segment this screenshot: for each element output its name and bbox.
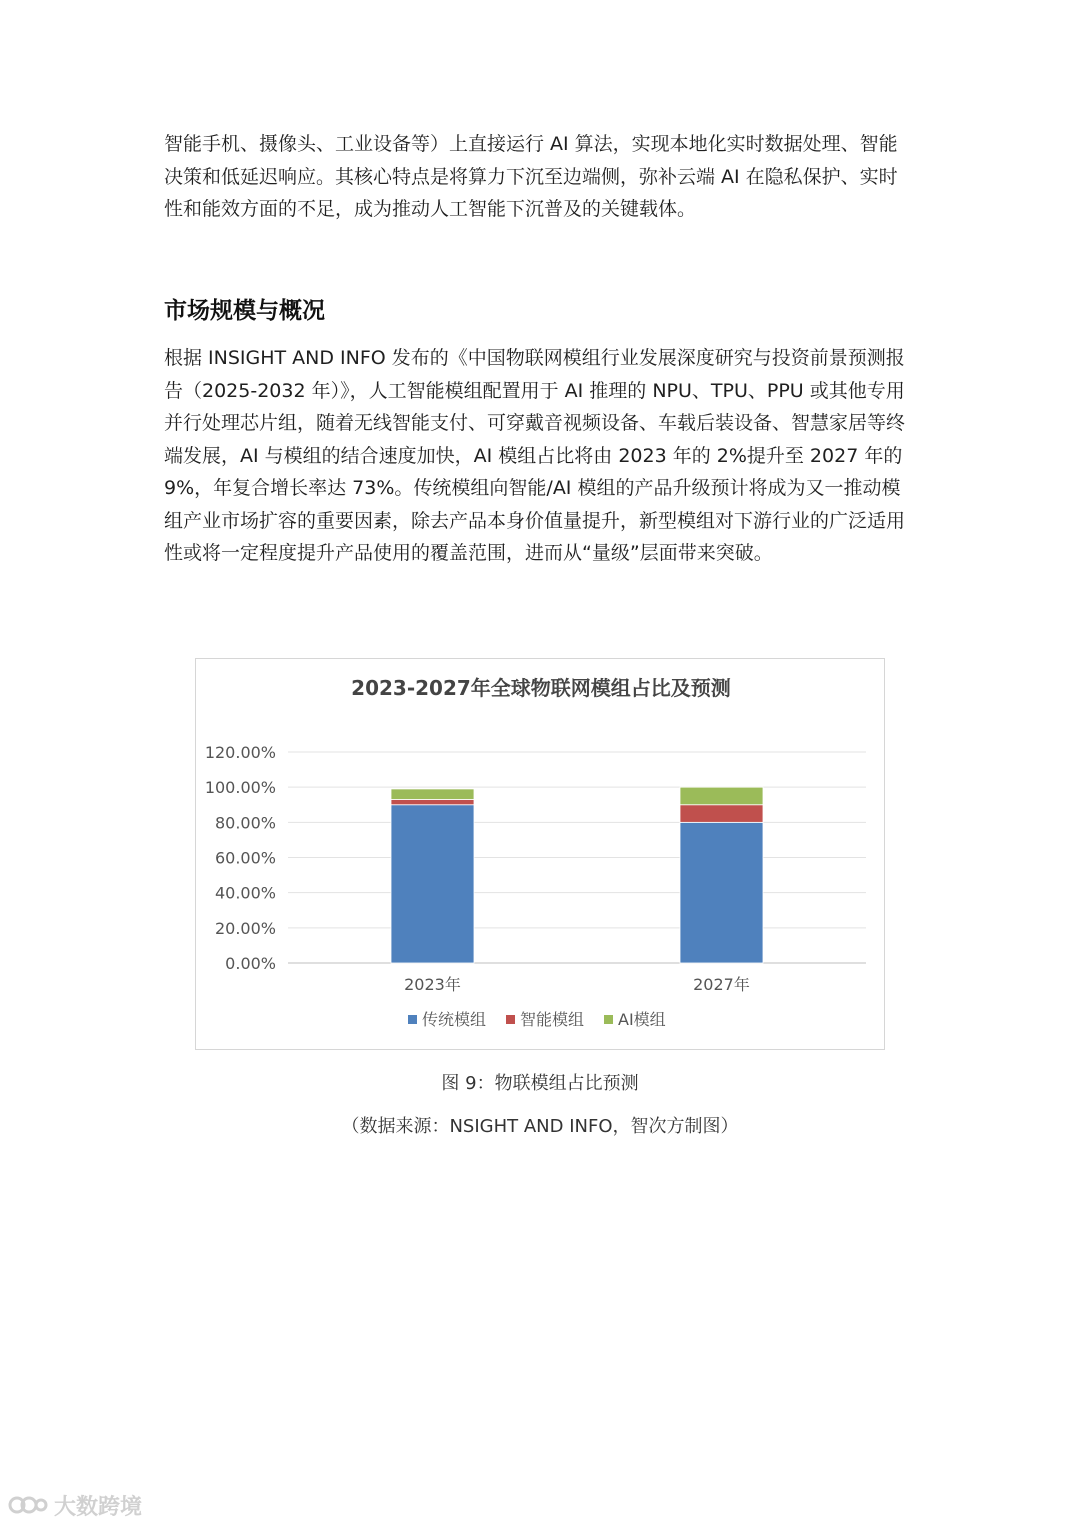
legend-swatch	[506, 1015, 515, 1024]
y-tick-label: 100.00%	[204, 778, 276, 798]
bar-segment	[391, 799, 474, 804]
bar-segment	[680, 787, 763, 805]
legend-label: 智能模组	[520, 1010, 585, 1029]
y-tick-label: 0.00%	[225, 954, 276, 973]
y-tick-label: 60.00%	[214, 848, 276, 868]
chart-container	[195, 658, 885, 1050]
logo-icon	[8, 1492, 48, 1518]
y-tick-label: 80.00%	[214, 813, 276, 833]
figure-source: （数据来源：NSIGHT AND INFO，智次方制图）	[341, 1116, 739, 1137]
y-tick-label: 40.00%	[214, 883, 276, 903]
bar-segment	[391, 789, 474, 800]
x-tick-label: 2027年	[693, 975, 750, 994]
watermark	[8, 1490, 142, 1520]
legend-swatch	[408, 1015, 417, 1024]
stacked-bar-chart	[196, 659, 886, 1051]
market-paragraph: 根据 INSIGHT AND INFO 发布的《中国物联网模组行业发展深度研究与投资前景预测报告（2025-2032 年）》，人工智能模组配置用于 AI 推理的 NPU、TPU、PPU 或其他专用并行处理芯片组，随着无线智能支付、可穿戴音视频设备、车载后装设备、智慧家居等终端发展，AI 与模组的结合速度加快，AI 模组占比将由 2023 年的 2%提升至 2027 年的 9%，年复合增长率达 73%。传统模组向智能/AI 模组的产品升级预计将成为又一推动模组产业市场扩容的重要因素，除去产品本身价值量提升，新型模组对下游行业的广泛适用性或将一定程度提升产品使用的覆盖范围，进而从“量级”层面带来突破。	[164, 347, 906, 564]
legend-label: AI模组	[618, 1010, 666, 1029]
x-tick-label: 2023年	[404, 975, 461, 994]
intro-paragraph: 智能手机、摄像头、工业设备等）上直接运行 AI 算法，实现本地化实时数据处理、智能决策和低延迟响应。其核心特点是将算力下沉至边端侧，弥补云端 AI 在隐私保护、实时性和能效方面的不足，成为推动人工智能下沉普及的关键载体。	[164, 133, 898, 220]
watermark-text: 大数跨境	[54, 1494, 143, 1520]
legend-label: 传统模组	[422, 1010, 487, 1029]
section-heading: 市场规模与概况	[164, 298, 325, 324]
figure-caption: 图 9：物联模组占比预测	[441, 1073, 639, 1094]
bar-segment	[680, 822, 763, 963]
bar-segment	[680, 805, 763, 823]
y-tick-label: 20.00%	[214, 918, 276, 938]
legend-swatch	[604, 1015, 613, 1024]
chart-title: 2023-2027年全球物联网模组占比及预测	[351, 676, 731, 700]
bar-segment	[391, 805, 474, 963]
y-tick-label: 120.00%	[204, 743, 276, 762]
